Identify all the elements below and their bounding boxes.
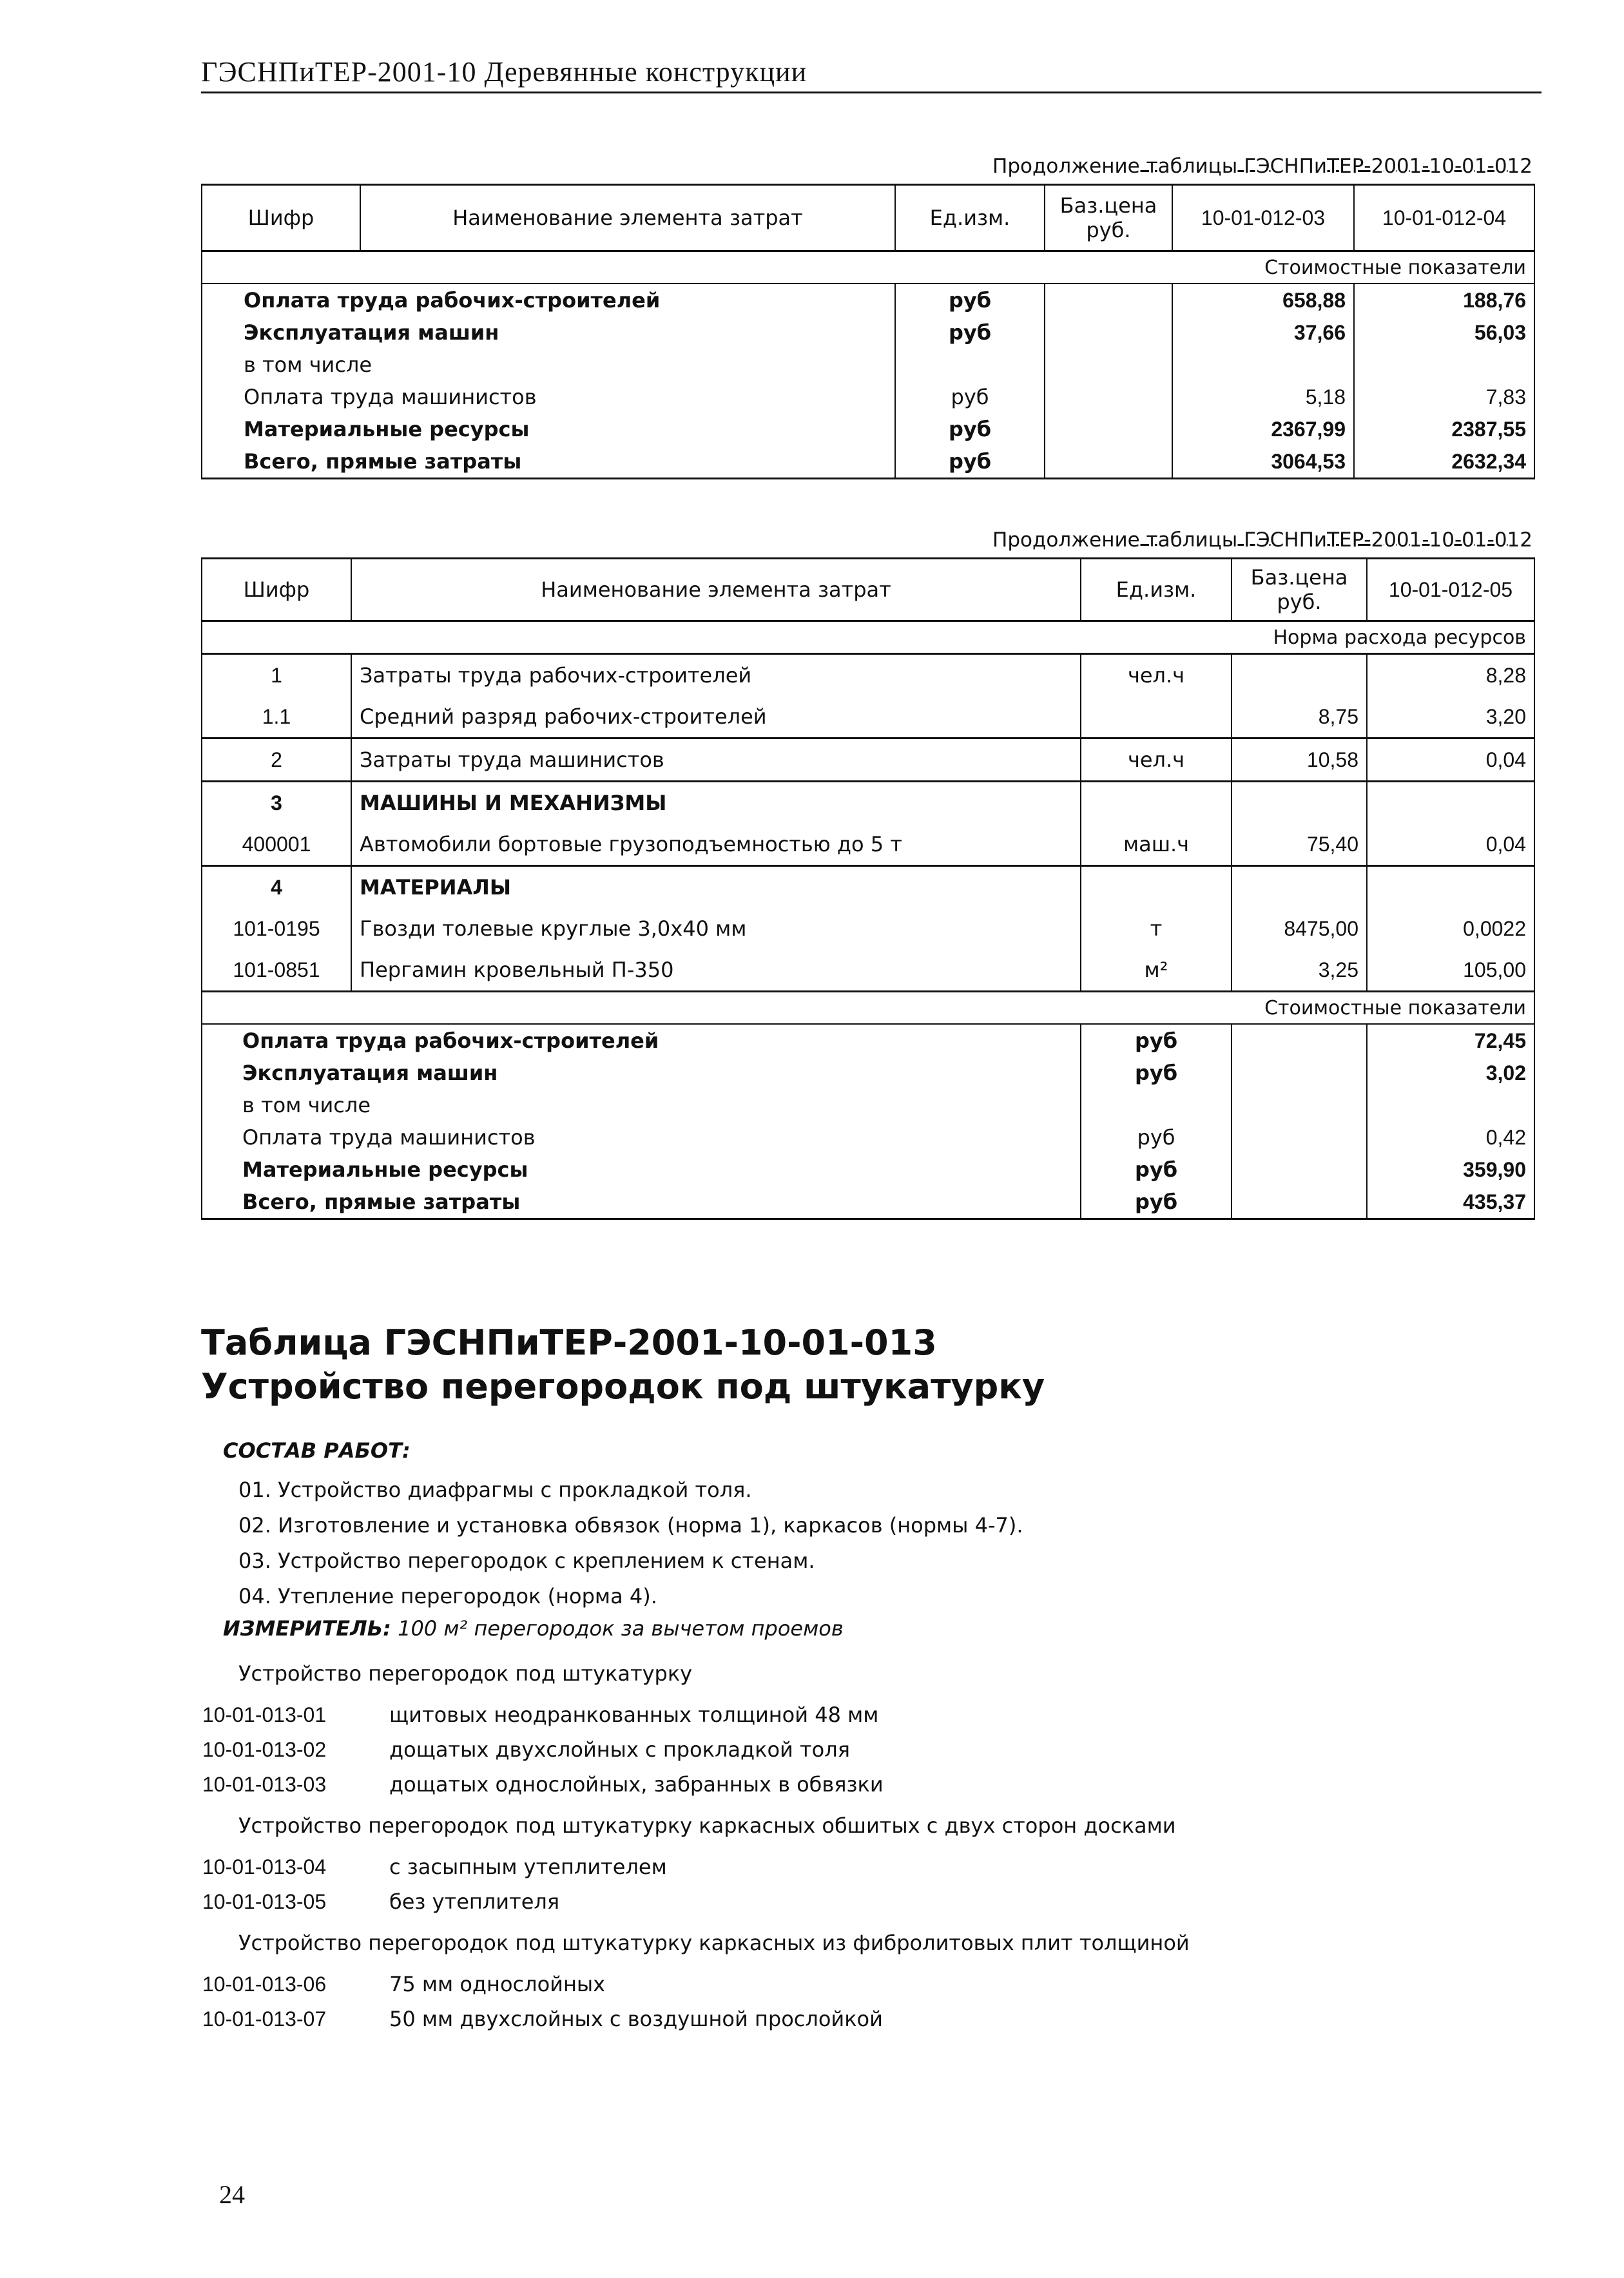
cost-name: в том числе: [202, 1089, 1081, 1121]
work-item: 02. Изготовление и установка обвязок (норма 1), каркасов (нормы 4-7).: [238, 1513, 1023, 1538]
resource-code: 101-0195: [202, 908, 351, 949]
resource-row: [202, 824, 1534, 866]
resource-price: 75,40: [1232, 824, 1367, 866]
resource-name: Пергамин кровельный П-350: [351, 949, 1081, 992]
resource-name: Средний разряд рабочих-строителей: [351, 696, 1081, 738]
table-row: [202, 284, 1534, 316]
cost-name: Оплата труда машинистов: [202, 1121, 1081, 1153]
resource-name: МАШИНЫ И МЕХАНИЗМЫ: [351, 782, 1081, 824]
resource-code: 3: [202, 782, 351, 824]
cost-row: [202, 1057, 1534, 1089]
cost-value-1: 2367,99: [1172, 413, 1354, 445]
norm-code: 10-01-013-01: [202, 1703, 327, 1726]
table-row: [202, 316, 1534, 349]
norm-item: [202, 2007, 883, 2031]
cost-unit: руб: [895, 413, 1045, 445]
cost-price: [1232, 1121, 1367, 1153]
norm-text: 75 мм однослойных: [389, 1972, 606, 1996]
resource-unit: чел.ч: [1081, 654, 1232, 697]
cost-name: Всего, прямые затраты: [202, 445, 895, 479]
cost-unit: руб: [1081, 1186, 1232, 1219]
cost-value: 435,37: [1367, 1186, 1534, 1219]
norm-item: [202, 1737, 850, 1762]
resource-value: 105,00: [1367, 949, 1534, 992]
cost-price: [1045, 316, 1172, 349]
work-item: 01. Устройство диафрагмы с прокладкой толя.: [238, 1478, 752, 1502]
cost-value-2: 56,03: [1354, 316, 1534, 349]
norm-text: с засыпным утеплителем: [389, 1855, 667, 1879]
cost-unit: руб: [895, 316, 1045, 349]
table1-col-code: Шифр: [202, 185, 360, 251]
cost-value-1: [1172, 349, 1354, 381]
cost-unit: [895, 349, 1045, 381]
resource-unit: т: [1081, 908, 1232, 949]
table2-col-name: Наименование элемента затрат: [351, 559, 1081, 621]
cost-row: [202, 1121, 1534, 1153]
table1-header-row: [202, 185, 1534, 251]
cost-value-1: 5,18: [1172, 381, 1354, 413]
norm-code: 10-01-013-07: [202, 2007, 327, 2031]
resource-unit: [1081, 782, 1232, 824]
norm-code: 10-01-013-05: [202, 1890, 327, 1913]
table2: [201, 557, 1535, 1220]
cost-row: [202, 1089, 1534, 1121]
resource-price: 10,58: [1232, 738, 1367, 782]
table-row: [202, 349, 1534, 381]
norm-code: 10-01-013-04: [202, 1855, 327, 1878]
table1-col-unit: Ед.изм.: [895, 185, 1045, 251]
section-title-line1: Таблица ГЭСНПиТЕР-2001-10-01-013: [201, 1322, 937, 1363]
resource-unit: м²: [1081, 949, 1232, 992]
page-number: 24: [219, 2180, 245, 2209]
resource-value: [1367, 866, 1534, 909]
resource-price: 3,25: [1232, 949, 1367, 992]
resource-row: [202, 654, 1534, 697]
work-item: 03. Устройство перегородок с креплением к стенам.: [238, 1549, 815, 1573]
table2-col-price: Баз.цена руб.: [1232, 559, 1367, 621]
table1-continuation: [838, 155, 1532, 178]
table2-band-cost: [202, 992, 1534, 1025]
resource-row: [202, 908, 1534, 949]
table2-continuation-text: Продолжение таблицы ГЭСНПиТЕР-2001-10-01-012: [992, 528, 1532, 552]
resource-price: [1232, 654, 1367, 697]
resource-price: [1232, 782, 1367, 824]
table1-col-2: 10-01-012-04: [1354, 185, 1534, 251]
table2-col-1: 10-01-012-05: [1367, 559, 1534, 621]
norm-item: [202, 1889, 559, 1914]
table2-band-norm-label: Норма расхода ресурсов: [202, 621, 1534, 654]
izmeritel-value: 100 м² перегородок за вычетом проемов: [398, 1616, 844, 1641]
table-row: [202, 381, 1534, 413]
cost-price: [1232, 1089, 1367, 1121]
resource-row: [202, 738, 1534, 782]
cost-price: [1232, 1057, 1367, 1089]
resource-unit: чел.ч: [1081, 738, 1232, 782]
resource-value: 0,04: [1367, 738, 1534, 782]
cost-value: 72,45: [1367, 1024, 1534, 1057]
table1-band: [202, 251, 1534, 284]
works-list: [238, 1472, 1023, 1614]
norm-text: щитовых неодранкованных толщиной 48 мм: [389, 1703, 879, 1727]
cost-name: Оплата труда рабочих-строителей: [202, 284, 895, 316]
cost-unit: руб: [895, 284, 1045, 316]
norm-code: 10-01-013-02: [202, 1738, 327, 1761]
resource-price: [1232, 866, 1367, 909]
header-rule: [201, 92, 1542, 93]
resource-code: 1: [202, 654, 351, 697]
resource-row: [202, 696, 1534, 738]
resource-row: [202, 866, 1534, 909]
resource-name: Автомобили бортовые грузоподъемностью до 5 т: [351, 824, 1081, 866]
resource-name: МАТЕРИАЛЫ: [351, 866, 1081, 909]
cost-price: [1232, 1153, 1367, 1186]
cost-name: Материальные ресурсы: [202, 413, 895, 445]
norm-item: [202, 1855, 667, 1879]
table2-header-row: [202, 559, 1534, 621]
cost-value-2: 2632,34: [1354, 445, 1534, 479]
cost-row: [202, 1024, 1534, 1057]
work-item: 04. Утепление перегородок (норма 4).: [238, 1584, 657, 1608]
resource-name: Затраты труда машинистов: [351, 738, 1081, 782]
cost-name: Оплата труда рабочих-строителей: [202, 1024, 1081, 1057]
cost-value-1: 3064,53: [1172, 445, 1354, 479]
table1-col-name: Наименование элемента затрат: [360, 185, 895, 251]
cost-row: [202, 1186, 1534, 1219]
table1-continuation-text: Продолжение таблицы ГЭСНПиТЕР-2001-10-01-012: [992, 155, 1532, 178]
resource-code: 4: [202, 866, 351, 909]
cost-unit: руб: [1081, 1153, 1232, 1186]
group-heading: Устройство перегородок под штукатурку каркасных из фибролитовых плит толщиной: [238, 1931, 1190, 1955]
norm-item: [202, 1972, 605, 1996]
resource-value: 0,0022: [1367, 908, 1534, 949]
cost-unit: руб: [895, 445, 1045, 479]
resource-unit: [1081, 696, 1232, 738]
cost-name: Оплата труда машинистов: [202, 381, 895, 413]
cost-price: [1232, 1186, 1367, 1219]
table1-col-price: Баз.цена руб.: [1045, 185, 1172, 251]
group-heading: Устройство перегородок под штукатурку каркасных обшитых с двух сторон досками: [238, 1813, 1176, 1838]
cost-name: Материальные ресурсы: [202, 1153, 1081, 1186]
sostav-label: СОСТАВ РАБОТ:: [223, 1438, 411, 1463]
table1: [201, 184, 1535, 479]
table2-col-code: Шифр: [202, 559, 351, 621]
table2-band-norm: [202, 621, 1534, 654]
cost-value-2: 7,83: [1354, 381, 1534, 413]
resource-code: 101-0851: [202, 949, 351, 992]
resource-row: [202, 949, 1534, 992]
cost-value: 0,42: [1367, 1121, 1534, 1153]
table1-band-label: Стоимостные показатели: [202, 251, 1534, 284]
norm-item: [202, 1772, 884, 1797]
norm-text: дощатых однослойных, забранных в обвязки: [389, 1772, 884, 1797]
resource-value: [1367, 782, 1534, 824]
cost-row: [202, 1153, 1534, 1186]
cost-unit: [1081, 1089, 1232, 1121]
table-row: [202, 413, 1534, 445]
norm-code: 10-01-013-06: [202, 1973, 327, 1996]
cost-price: [1232, 1024, 1367, 1057]
cost-value: 359,90: [1367, 1153, 1534, 1186]
cost-value: 3,02: [1367, 1057, 1534, 1089]
cost-unit: руб: [1081, 1024, 1232, 1057]
table1-col-1: 10-01-012-03: [1172, 185, 1354, 251]
resource-row: [202, 782, 1534, 824]
cost-price: [1045, 445, 1172, 479]
table-row: [202, 445, 1534, 479]
running-header: ГЭСНПиТЕР-2001-10 Деревянные конструкции: [201, 56, 807, 88]
table2-band-cost-label: Стоимостные показатели: [202, 992, 1534, 1025]
norm-text: без утеплителя: [389, 1889, 560, 1914]
cost-value-1: 658,88: [1172, 284, 1354, 316]
cost-unit: руб: [1081, 1057, 1232, 1089]
resource-code: 2: [202, 738, 351, 782]
cost-name: Эксплуатация машин: [202, 316, 895, 349]
resource-value: 3,20: [1367, 696, 1534, 738]
cost-price: [1045, 284, 1172, 316]
resource-price: 8475,00: [1232, 908, 1367, 949]
resource-unit: маш.ч: [1081, 824, 1232, 866]
cost-name: Всего, прямые затраты: [202, 1186, 1081, 1219]
resource-code: 1.1: [202, 696, 351, 738]
resource-value: 0,04: [1367, 824, 1534, 866]
norm-text: 50 мм двухслойных с воздушной прослойкой: [389, 2007, 883, 2031]
group-heading: Устройство перегородок под штукатурку: [238, 1661, 693, 1686]
resource-price: 8,75: [1232, 696, 1367, 738]
cost-price: [1045, 413, 1172, 445]
cost-unit: руб: [895, 381, 1045, 413]
cost-value-2: 2387,55: [1354, 413, 1534, 445]
cost-unit: руб: [1081, 1121, 1232, 1153]
resource-name: Гвозди толевые круглые 3,0х40 мм: [351, 908, 1081, 949]
resource-code: 400001: [202, 824, 351, 866]
norm-item: [202, 1703, 878, 1727]
norm-code: 10-01-013-03: [202, 1773, 327, 1796]
izmeritel-label: ИЗМЕРИТЕЛЬ:: [223, 1616, 391, 1641]
cost-price: [1045, 381, 1172, 413]
cost-value-2: [1354, 349, 1534, 381]
cost-value: [1367, 1089, 1534, 1121]
table2-col-unit: Ед.изм.: [1081, 559, 1232, 621]
cost-price: [1045, 349, 1172, 381]
table2-continuation: [838, 528, 1532, 552]
section-title-line2: Устройство перегородок под штукатурку: [201, 1366, 1045, 1407]
norm-text: дощатых двухслойных с прокладкой толя: [389, 1737, 850, 1762]
resource-value: 8,28: [1367, 654, 1534, 697]
resource-name: Затраты труда рабочих-строителей: [351, 654, 1081, 697]
cost-value-2: 188,76: [1354, 284, 1534, 316]
resource-unit: [1081, 866, 1232, 909]
izmeritel: [223, 1616, 844, 1641]
cost-name: в том числе: [202, 349, 895, 381]
cost-name: Эксплуатация машин: [202, 1057, 1081, 1089]
cost-value-1: 37,66: [1172, 316, 1354, 349]
